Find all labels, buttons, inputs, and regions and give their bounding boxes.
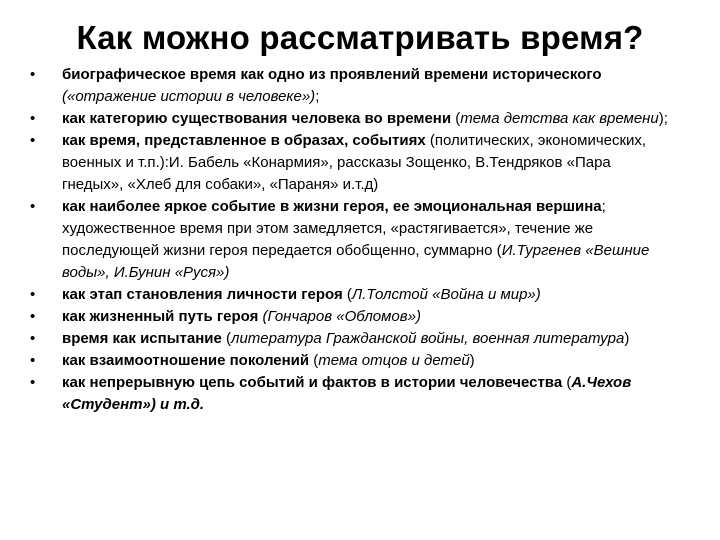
item-bold-text: как взаимоотношение поколений (62, 352, 310, 369)
list-item (30, 130, 670, 196)
bullet-icon: • (30, 330, 36, 347)
item-text: ( (309, 352, 319, 369)
slide-title: Как можно рассматривать время? (76, 19, 644, 56)
bullet-icon: • (30, 110, 36, 127)
bullet-icon: • (30, 198, 36, 215)
list-item (30, 284, 670, 306)
item-text: ) (624, 330, 630, 347)
item-text: ( (451, 110, 461, 127)
item-italic-text: тема отцов и детей (318, 352, 470, 369)
item-bold-italic-text: А.Чехов «Студент») и т.д. (62, 374, 632, 413)
item-text: ); (658, 110, 668, 127)
item-text: ; художественное время при этом замедляется, «растягивается», течение же последующей жизни героя передается обобщенно, суммарно ( (62, 198, 606, 259)
bullet-list (30, 64, 670, 416)
item-italic-text: («отражение истории в человеке») (62, 88, 316, 105)
bullet-icon: • (30, 308, 36, 325)
bullet-icon: • (30, 352, 36, 369)
item-text: ( (562, 374, 572, 391)
list-item (30, 350, 670, 372)
item-bold-text: как жизненный путь героя (62, 308, 259, 325)
item-text: ) (469, 352, 475, 369)
item-bold-text: как наиболее яркое событие в жизни героя, ее эмоциональная вершина (62, 198, 602, 215)
bullet-icon: • (30, 374, 36, 391)
item-text: ( (342, 286, 352, 303)
item-italic-text: Л.Толстой «Война и мир») (351, 286, 541, 303)
item-text: ( (221, 330, 231, 347)
item-bold-text: как категорию существования человека во времени (62, 110, 452, 127)
item-bold-text: как время, представленное в образах, событиях (62, 132, 426, 149)
bullet-icon: • (30, 286, 36, 303)
item-italic-text: (Гончаров «Обломов») (262, 308, 421, 325)
bullet-icon: • (30, 132, 36, 149)
item-italic-text: И.Тургенев «Вешние воды», И.Бунин «Руся») (62, 242, 650, 281)
item-bold-text: время как испытание (62, 330, 222, 347)
item-bold-text: как этап становления личности героя (62, 286, 343, 303)
list-item (30, 108, 670, 130)
list-item (30, 328, 670, 350)
bullet-icon: • (30, 66, 36, 83)
list-item (30, 64, 670, 108)
list-item (30, 306, 670, 328)
item-italic-text: тема детства как времени (460, 110, 659, 127)
item-text: ; (315, 88, 320, 105)
item-italic-text: литература Гражданской войны, военная литература (231, 330, 625, 347)
list-item (30, 372, 670, 416)
item-bold-text: как непрерывную цепь событий и фактов в истории человечества (62, 374, 563, 391)
list-item (30, 196, 670, 284)
item-bold-text: биографическое время как одно из проявлений времени исторического (62, 66, 602, 83)
item-text: (политических, экономических, военных и т.п.):И. Бабель «Конармия», рассказы Зощенко, В.Тендряков «Пара гнедых», «Хлеб для собаки», «Параня» и.т.д) (62, 132, 647, 193)
